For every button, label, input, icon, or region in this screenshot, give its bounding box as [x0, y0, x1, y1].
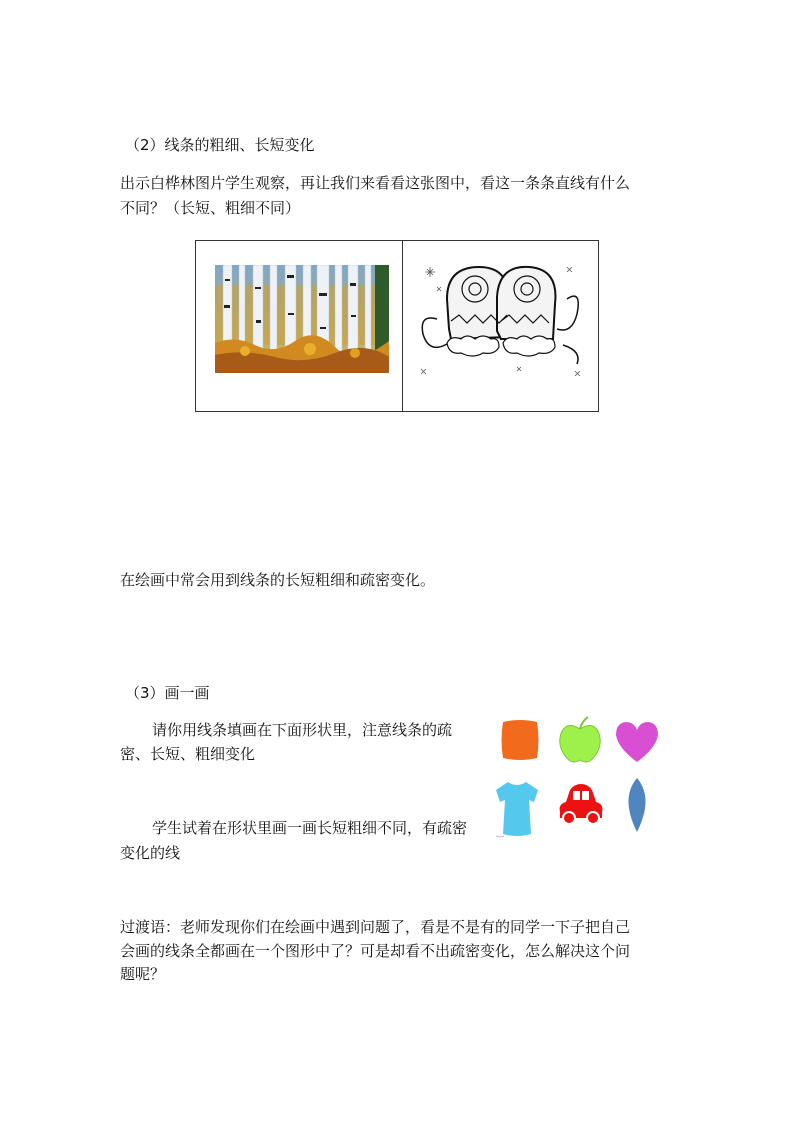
section3-heading: （3）画一画 — [125, 684, 210, 702]
image-table — [195, 240, 599, 412]
student-line1: 学生试着在形状里画一画长短粗细不同，有疏密 — [152, 819, 468, 837]
transition-line1: 过渡语：老师发现你们在绘画中遇到问题了，看是不是有的同学一下子把自己 — [120, 918, 631, 936]
transition-line3: 题呢？ — [120, 965, 166, 983]
section2-heading: （2）线条的粗细、长短变化 — [125, 136, 315, 154]
section2-intro-line2: 不同？（长短、粗细不同） — [120, 199, 301, 217]
leaf-shape-icon — [620, 776, 654, 834]
section2-intro-line1: 出示白桦林图片学生观察，再让我们来看看这张图中，看这一条条直线有什么 — [120, 174, 631, 192]
birch-forest-cell — [196, 241, 403, 412]
mittens-cell — [403, 241, 599, 412]
task-line1: 请你用线条填画在下面形状里，注意线条的疏 — [152, 721, 453, 739]
task-line2: 密、长短、粗细变化 — [120, 745, 256, 763]
square-shape-icon — [500, 718, 540, 762]
apple-shape-icon — [558, 715, 602, 765]
mittens-line-art-image — [417, 259, 585, 381]
birch-forest-image — [215, 265, 389, 373]
summary-text: 在绘画中常会用到线条的长短粗细和疏密变化。 — [120, 571, 436, 589]
student-line2: 变化的线 — [120, 844, 181, 862]
tshirt-shape-icon — [494, 778, 540, 840]
car-shape-icon — [556, 782, 606, 828]
heart-shape-icon — [614, 720, 660, 764]
transition-line2: 会画的线条全都画在一个图形中了？可是却看不出疏密变化，怎么解决这个问 — [120, 942, 631, 960]
